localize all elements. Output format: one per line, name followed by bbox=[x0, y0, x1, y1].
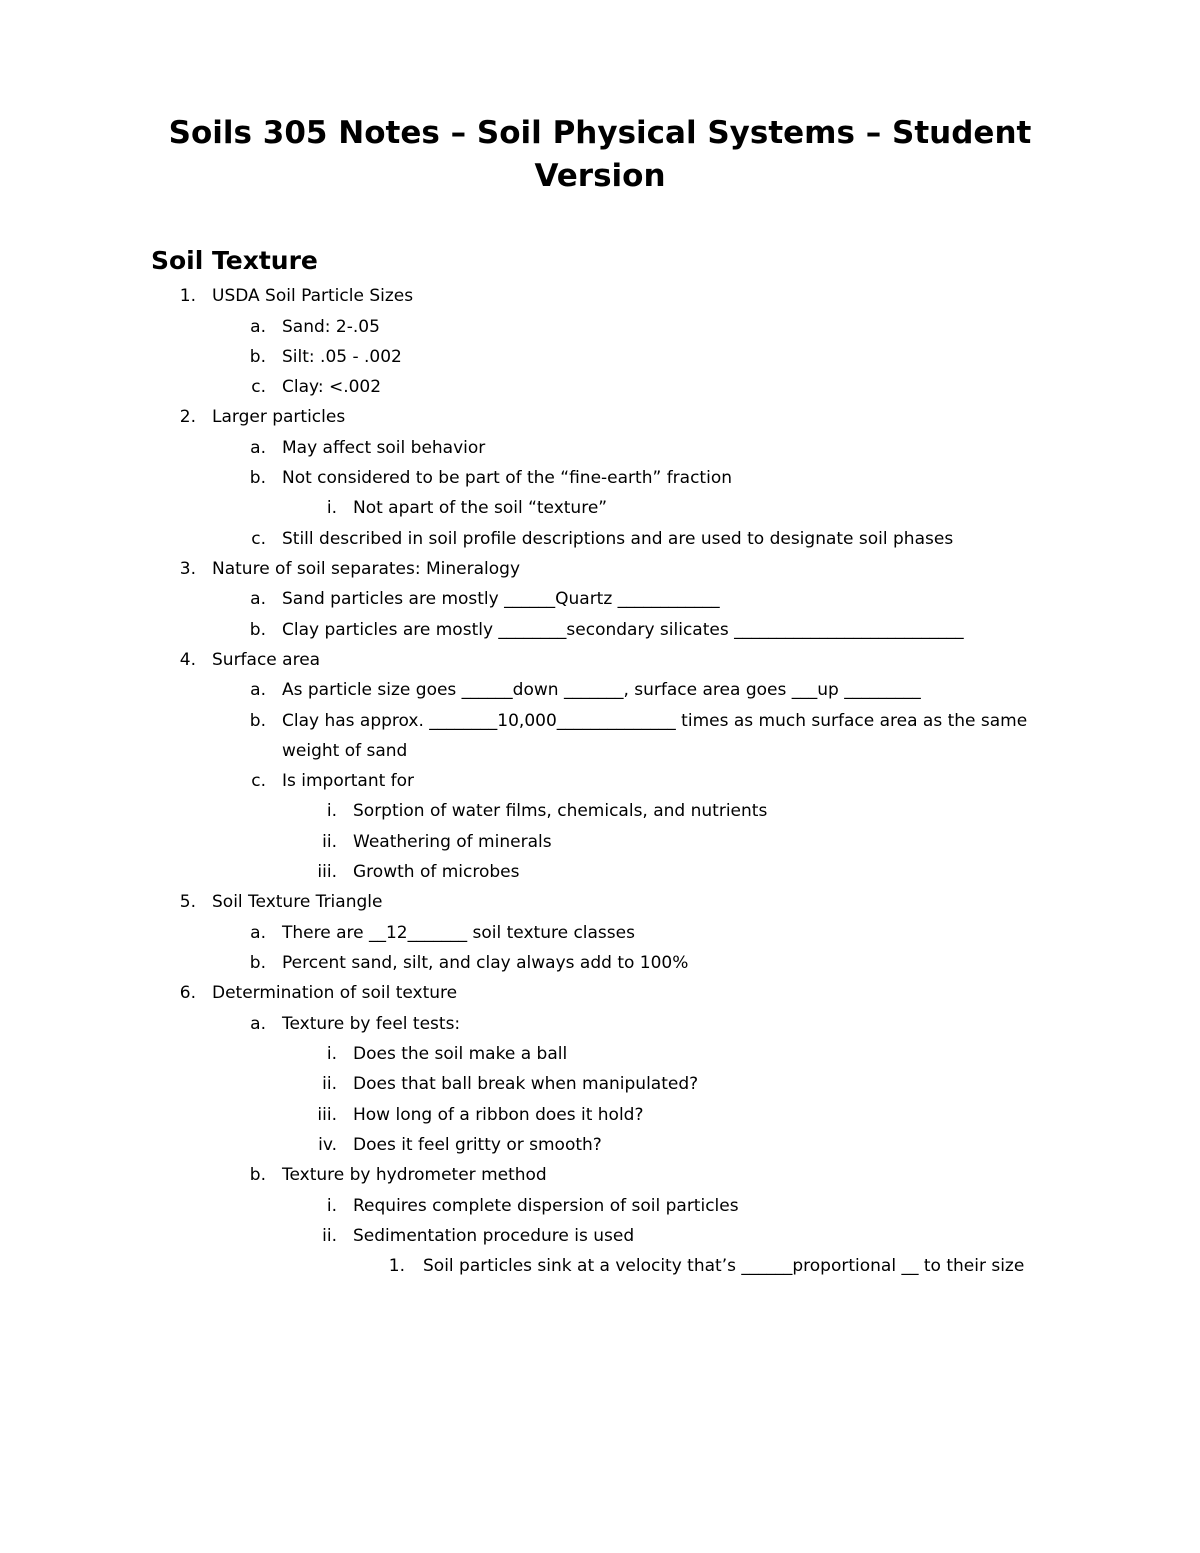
list-item-text: Requires complete dispersion of soil particles bbox=[353, 1196, 739, 1216]
list-item-text: Not apart of the soil “texture” bbox=[353, 498, 608, 518]
list-item-text: Soil Texture Triangle bbox=[212, 892, 383, 912]
page-title-line-2: Version bbox=[534, 158, 666, 194]
list-item-text: Sand: 2-.05 bbox=[282, 317, 380, 337]
list-item-text: Not considered to be part of the “fine-earth” fraction bbox=[282, 468, 732, 488]
list-marker: ii. bbox=[322, 1074, 337, 1094]
list-item-text: Does that ball break when manipulated? bbox=[353, 1074, 699, 1094]
list-item-text: Sand particles are mostly ______Quartz ____________ bbox=[282, 589, 720, 609]
list-item-text: Growth of microbes bbox=[353, 862, 520, 882]
list-marker: 1. bbox=[388, 1256, 405, 1276]
list-marker: 5. bbox=[179, 892, 196, 912]
list-marker: b. bbox=[249, 620, 266, 640]
list-marker: c. bbox=[251, 771, 266, 791]
list-marker: a. bbox=[250, 438, 266, 458]
list-item-text: Clay has approx. ________10,000______________ times as much surface area as the same bbox=[282, 711, 1028, 731]
list-marker: b. bbox=[249, 347, 266, 367]
list-item-text: May affect soil behavior bbox=[282, 438, 486, 458]
list-item-text: How long of a ribbon does it hold? bbox=[353, 1105, 644, 1125]
list-item-text: Soil particles sink at a velocity that’s ______proportional __ to their size bbox=[423, 1256, 1025, 1276]
list-marker: iii. bbox=[317, 862, 337, 882]
list-marker: i. bbox=[326, 801, 337, 821]
list-item-text: weight of sand bbox=[282, 741, 408, 761]
page-title-line-1: Soils 305 Notes – Soil Physical Systems – Student bbox=[168, 115, 1032, 151]
list-marker: a. bbox=[250, 680, 266, 700]
list-item-text: Texture by hydrometer method bbox=[282, 1165, 547, 1185]
list-marker: b. bbox=[249, 711, 266, 731]
page-title bbox=[100, 112, 1100, 198]
list-marker: b. bbox=[249, 468, 266, 488]
list-marker: b. bbox=[249, 1165, 266, 1185]
list-marker: iii. bbox=[317, 1105, 337, 1125]
list-item-text: Texture by feel tests: bbox=[282, 1014, 461, 1034]
list-marker: 6. bbox=[179, 983, 196, 1003]
list-item-text: Is important for bbox=[282, 771, 415, 791]
list-item-text: Clay particles are mostly ________secondary silicates ___________________________ bbox=[282, 620, 964, 640]
list-item-text: USDA Soil Particle Sizes bbox=[212, 286, 414, 306]
list-item-text: Larger particles bbox=[212, 407, 346, 427]
list-item-text: Surface area bbox=[212, 650, 321, 670]
list-marker: ii. bbox=[322, 1226, 337, 1246]
list-item-text: Silt: .05 - .002 bbox=[282, 347, 402, 367]
list-marker: i. bbox=[326, 498, 337, 518]
list-marker: 3. bbox=[179, 559, 196, 579]
list-marker: 1. bbox=[179, 286, 196, 306]
list-marker: a. bbox=[250, 923, 266, 943]
list-item-text: As particle size goes ______down _______, surface area goes ___up _________ bbox=[282, 680, 921, 700]
list-item-text: Determination of soil texture bbox=[212, 983, 458, 1003]
section-heading-soil-texture: Soil Texture bbox=[151, 246, 318, 275]
list-marker: c. bbox=[251, 377, 266, 397]
list-marker: ii. bbox=[322, 832, 337, 852]
list-item-text: Still described in soil profile descriptions and are used to designate soil phases bbox=[282, 529, 954, 549]
list-item-text: There are __12_______ soil texture classes bbox=[282, 923, 635, 943]
list-item-text: Clay: <.002 bbox=[282, 377, 382, 397]
list-item-text: Sorption of water films, chemicals, and nutrients bbox=[353, 801, 768, 821]
list-item-text: Does it feel gritty or smooth? bbox=[353, 1135, 602, 1155]
list-marker: iv. bbox=[318, 1135, 337, 1155]
list-item-text: Percent sand, silt, and clay always add to 100% bbox=[282, 953, 689, 973]
list-marker: b. bbox=[249, 953, 266, 973]
list-marker: 4. bbox=[179, 650, 196, 670]
list-marker: 2. bbox=[179, 407, 196, 427]
list-marker: a. bbox=[250, 317, 266, 337]
list-item-text: Nature of soil separates: Mineralogy bbox=[212, 559, 521, 579]
list-marker: c. bbox=[251, 529, 266, 549]
list-marker: a. bbox=[250, 1014, 266, 1034]
list-marker: a. bbox=[250, 589, 266, 609]
list-item-text: Sedimentation procedure is used bbox=[353, 1226, 635, 1246]
list-item-text: Does the soil make a ball bbox=[353, 1044, 568, 1064]
list-marker: i. bbox=[326, 1044, 337, 1064]
list-item-text: Weathering of minerals bbox=[353, 832, 552, 852]
list-marker: i. bbox=[326, 1196, 337, 1216]
